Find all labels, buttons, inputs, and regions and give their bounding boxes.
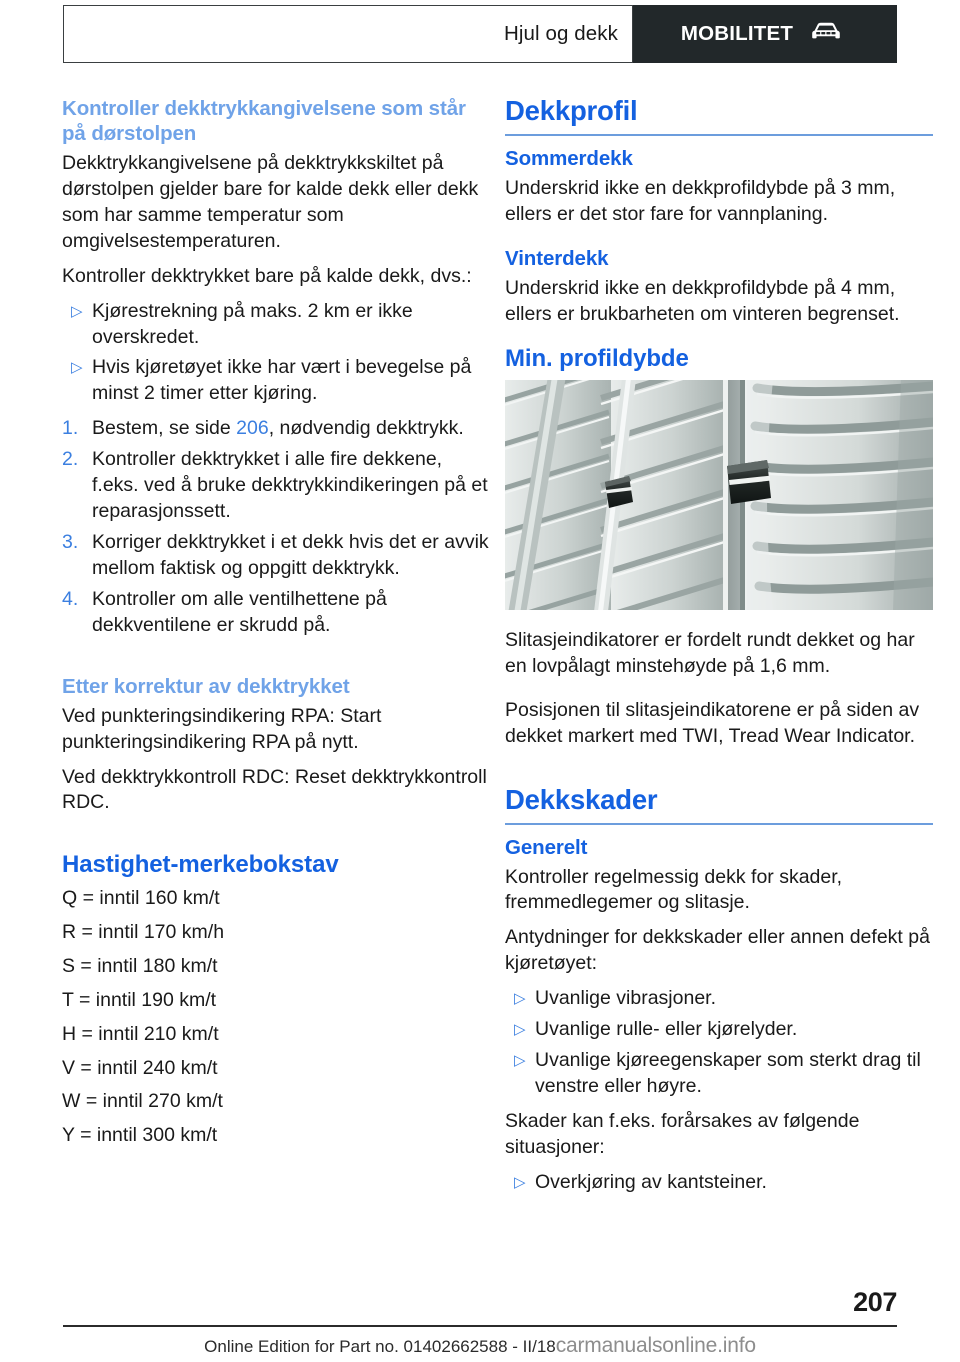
step-label [92,416,490,442]
list-item-label: Kjørestrekning på maks. 2 km er ikke overskredet. [92,299,413,348]
list-damage-indications [505,986,933,1100]
list-item: V = inntil 240 km/t [62,1056,218,1079]
list-item: H = inntil 210 km/t [62,1022,219,1045]
breadcrumb [63,5,633,63]
spacer [505,336,933,345]
paragraph-damage-causes: Skader kan f.eks. forårsakes av følgende situasjoner: [505,1109,860,1158]
list-item-label: Overkjøring av kantsteiner. [535,1170,767,1193]
paragraph-tyre-pressure-plate: Dekktrykkangivelsene på dekktrykkskiltet på dørstolpen gjelder bare for kalde dekk eller dekk som har samme temperatur som omgivelsestemperaturen. [62,152,479,252]
wear-indicator-block [727,460,771,504]
list-item [505,1048,933,1100]
subsection-heading-generelt: Generelt [505,835,588,859]
paragraph-twi-position: Posisjonen til slitasjeindikatorene er på siden av dekket markert med TWI, Tread Wear Indicator. [505,698,920,747]
car-front-icon [809,21,843,48]
paragraph-rdc: Ved dekktrykkontroll RDC: Reset dekktrykkontroll RDC. [62,765,487,814]
paragraph-rpa: Ved punkteringsindikering RPA: Start punkteringsindikering RPA på nytt. [62,704,382,753]
step-item [62,447,490,525]
section-heading-after-correction: Etter korrektur av dekktrykket [62,674,350,698]
triangle-bullet-icon: ▷ [71,359,83,377]
list-item: R = inntil 170 km/h [62,920,225,943]
list-item [505,1170,933,1196]
edition-text: Online Edition for Part no. 01402662588 - II/18 [204,1337,556,1356]
list-cold-tyre-conditions [62,299,490,408]
tab-mobilitet-label: MOBILITET [680,22,794,45]
list-item [505,1017,933,1043]
spacer [62,825,490,851]
watermark-text: carmanualsonline.info [555,1334,756,1357]
triangle-bullet-icon: ▷ [71,302,83,320]
list-item [62,299,490,351]
right-column [505,96,933,1205]
paragraph-cold-tyres-intro: Kontroller dekktrykket bare på kalde dekk, dvs.: [62,264,472,287]
section-heading-dekkskader: Dekkskader [505,785,933,825]
step-item [62,530,490,582]
step-number: 2. [62,448,79,471]
left-column [62,96,490,1157]
tab-mobilitet[interactable] [633,5,897,63]
breadcrumb-label: Hjul og dekk [503,22,618,45]
triangle-bullet-icon: ▷ [514,1021,526,1039]
list-item: Y = inntil 300 km/t [62,1124,218,1147]
page-header [63,5,897,63]
step-number: 3. [62,530,79,553]
paragraph-sommerdekk: Underskrid ikke en dekkprofildybde på 3 mm, ellers er det stor fare for vannplaning. [505,176,896,225]
step-label: Kontroller om alle ventilhettene på dekkventilene er skrudd på. [92,587,387,636]
step-item [62,587,490,639]
step-number: 4. [62,587,79,610]
subsection-heading-min-profildybde: Min. profildybde [505,345,689,373]
list-item [505,986,933,1012]
paragraph-damage-indications: Antydninger for dekkskader eller annen defekt på kjøretøyet: [505,926,930,975]
list-tyre-pressure-steps [62,416,490,638]
list-item: T = inntil 190 km/t [62,988,217,1011]
paragraph-wear-indicator-height: Slitasjeindikatorer er fordelt rundt dekket og har en lovpålagt minstehøyde på 1,6 mm. [505,629,915,677]
list-speed-ratings [62,886,490,1149]
paragraph-check-tyres: Kontroller regelmessig dekk for skader, fremmedlegemer og slitasje. [505,865,843,914]
list-damage-causes [505,1170,933,1196]
triangle-bullet-icon: ▷ [514,1173,526,1191]
footer-text [0,1334,960,1358]
page-reference-link[interactable]: 206 [236,417,269,440]
list-item: W = inntil 270 km/t [62,1090,223,1113]
list-item [62,355,490,407]
spacer [62,648,490,674]
step-label: Korriger dekktrykket i et dekk hvis det er avvik mellom faktisk og oppgitt dekktrykk. [92,530,489,579]
step-text-after: , nødvendig dekktrykk. [268,417,464,440]
subsection-heading-vinterdekk: Vinterdekk [505,246,609,270]
spacer [505,759,933,785]
list-item-label: Uvanlige kjøreegenskaper som sterkt drag til venstre eller høyre. [535,1049,921,1098]
spacer [505,237,933,246]
triangle-bullet-icon: ▷ [514,990,526,1008]
page-number: 207 [853,1287,897,1317]
list-item: Q = inntil 160 km/t [62,886,220,909]
section-heading-tyre-pressure: Kontroller dekktrykkangivelsene som står på dørstolpen [62,97,466,145]
section-heading-speed-rating: Hastighet-merkebokstav [62,851,339,879]
section-heading-dekkprofil: Dekkprofil [505,96,933,136]
step-number: 1. [62,417,79,440]
list-item-label: Uvanlige vibrasjoner. [535,987,717,1010]
step-text-before: Bestem, se side [92,417,237,440]
list-item-label: Uvanlige rulle- eller kjørelyder. [535,1018,798,1041]
step-item [62,416,490,442]
triangle-bullet-icon: ▷ [514,1052,526,1070]
list-item-label: Hvis kjøretøyet ikke har vært i bevegelse på minst 2 timer etter kjøring. [92,356,472,405]
list-item: S = inntil 180 km/t [62,954,218,977]
step-label: Kontroller dekktrykket i alle fire dekkene, f.eks. ved å bruke dekktrykkindikeringen på et reparasjonssett. [92,448,488,523]
paragraph-vinterdekk: Underskrid ikke en dekkprofildybde på 4 mm, ellers er brukbarheten om vinteren begrenset. [505,276,900,325]
tire-tread-wear-indicator-illustration [505,380,933,610]
footer-divider [63,1325,897,1327]
subsection-heading-sommerdekk: Sommerdekk [505,146,633,170]
spacer [505,689,933,698]
